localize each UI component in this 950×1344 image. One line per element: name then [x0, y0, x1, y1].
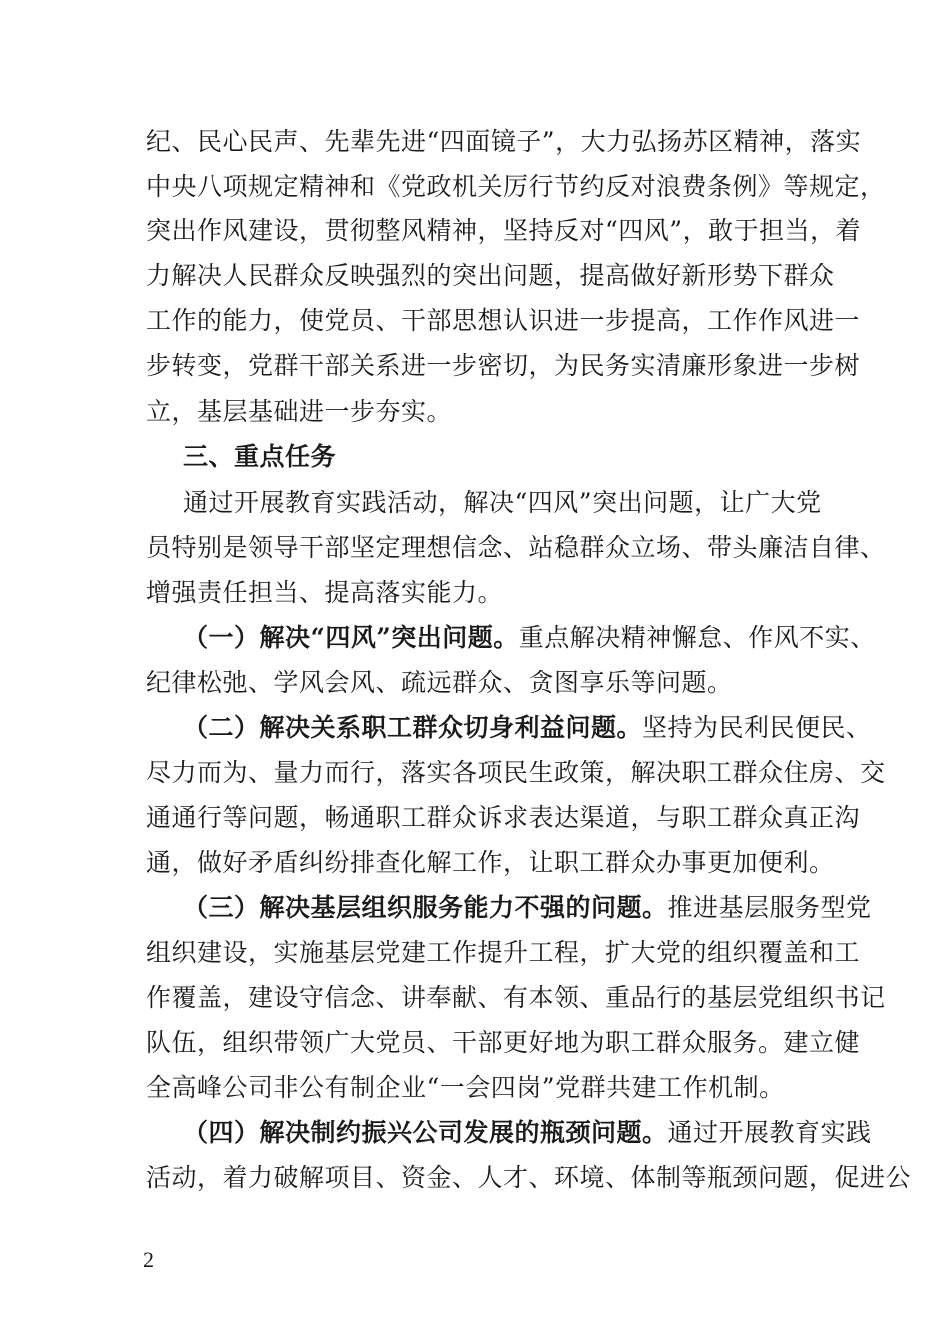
text-line [146, 533, 886, 563]
line-text: 员特别是领导干部坚定理想信念、站稳群众立场、带头廉洁自律、 [146, 533, 886, 562]
item-title: （二）解决关系职工群众切身利益问题。 [183, 713, 643, 742]
line-text: 队伍，组织带领广大党员、干部更好地为职工群众服务。建立健 [146, 1028, 861, 1057]
line-text: 通过开展教育实践活动，解决“四风”突出问题，让广大党 [183, 488, 822, 517]
line-text: 组织建设，实施基层党建工作提升工程，扩大党的组织覆盖和工 [146, 938, 861, 967]
text-line [183, 623, 876, 653]
text-line [146, 127, 862, 157]
text-line [146, 578, 852, 608]
line-text: 立，基层基础进一步夯实。 [146, 397, 453, 426]
line-text: 坚持为民利民便民、 [642, 713, 872, 742]
text-line [146, 261, 852, 291]
text-line [183, 713, 872, 743]
item-title: （一）解决“四风”突出问题。 [183, 623, 519, 652]
text-line [183, 893, 872, 923]
text-line [146, 938, 861, 968]
line-text: 突出作风建设，贯彻整风精神，坚持反对“四风”，敢于担当，着 [146, 216, 862, 245]
line-text: 重点解决精神懈怠、作风不实、 [518, 623, 876, 652]
item-title: （三）解决基层组织服务能力不强的问题。 [183, 893, 668, 922]
text-line [146, 848, 852, 878]
text-line [146, 216, 862, 246]
line-text: 力解决人民群众反映强烈的突出问题，提高做好新形势下群众 [146, 261, 835, 290]
line-text: 中央八项规定精神和《党政机关厉行节约反对浪费条例》等规定， [146, 172, 886, 201]
text-line [146, 397, 852, 427]
line-text: 通通行等问题，畅通职工群众诉求表达渠道，与职工群众真正沟 [146, 803, 861, 832]
line-text: 纪、民心民声、先辈先进“四面镜子”，大力弘扬苏区精神，落实 [146, 127, 862, 156]
text-line [146, 983, 886, 1013]
line-text: 三、重点任务 [183, 442, 337, 471]
line-text: 全高峰公司非公有制企业“一会四岗”党群共建工作机制。 [146, 1073, 785, 1102]
text-line [146, 1163, 912, 1193]
section-heading [183, 442, 852, 472]
page-number: 2 [143, 1247, 154, 1272]
line-text: 推进基层服务型党 [667, 893, 872, 922]
line-text: 作覆盖，建设守信念、讲奉献、有本领、重品行的基层党组织书记 [146, 983, 886, 1012]
text-line [146, 758, 886, 788]
text-line [146, 803, 861, 833]
text-line [146, 668, 852, 698]
text-line [183, 488, 852, 518]
line-text: 通，做好矛盾纠纷排查化解工作，让职工群众办事更加便利。 [146, 848, 835, 877]
text-line [146, 1073, 852, 1103]
text-line [146, 306, 861, 336]
line-text: 通过开展教育实践 [667, 1118, 872, 1147]
line-text: 纪律松弛、学风会风、疏远群众、贪图享乐等问题。 [146, 668, 733, 697]
text-line [183, 1118, 872, 1148]
text-line [146, 351, 861, 381]
item-title: （四）解决制约振兴公司发展的瓶颈问题。 [183, 1118, 668, 1147]
line-text: 增强责任担当、提高落实能力。 [146, 578, 504, 607]
text-line [146, 1028, 861, 1058]
line-text: 尽力而为、量力而行，落实各项民生政策，解决职工群众住房、交 [146, 758, 886, 787]
line-text: 步转变，党群干部关系进一步密切，为民务实清廉形象进一步树 [146, 351, 861, 380]
line-text: 工作的能力，使党员、干部思想认识进一步提高，工作作风进一 [146, 306, 861, 335]
line-text: 活动，着力破解项目、资金、人才、环境、体制等瓶颈问题，促进公 [146, 1163, 912, 1192]
text-line [146, 172, 886, 202]
